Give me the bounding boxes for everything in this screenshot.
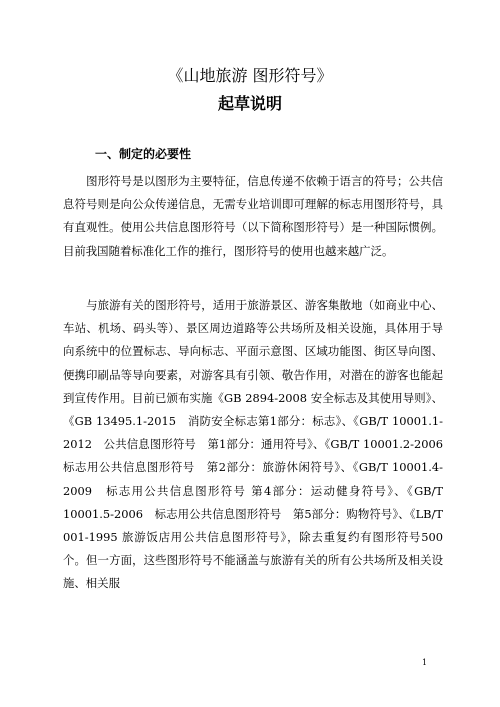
section-heading: 一、制定的必要性: [95, 147, 192, 161]
paragraph-2: [63, 294, 455, 596]
page-number: 1: [422, 658, 428, 667]
paragraph-1: [63, 170, 443, 263]
document-subtitle: 起草说明: [217, 94, 282, 113]
document-title: 《山地旅游 图形符号》: [167, 66, 333, 85]
paragraph-2-text: 与旅游有关的图形符号，适用于旅游景区、游客集散地（如商业中心、车站、机场、码头等）、景区周边道路等公共场所及相关设施，具体用于导向系统中的位置标志、导向标志、平面示意图、区域功能图、街区导向图、便携印刷品等导向要素，对游客具有引领、敬告作用，对潜在的游客也能起到宣传作用。目前已颁布实施《GB 2894-2008 安全标志及其使用导则》、《GB 13495.1-2015 消防安全标志第1部分：标志》、《GB/T 10001.1-2012 公共信息图形符号 第1部分：通用符号》、《GB/T 10001.2-2006 标志用公共信息图形符号 第2部分：旅游休闲符号》、《GB/T 10001.4-2009 标志用公共信息图形符号 第4部分：运动健身符号》、《GB/T 10001.5-2006 标志用公共信息图形符号 第5部分：购物符号》、《LB/T 001-1995 旅游饭店用公共信息图形符号》，除去重复约有图形符号500个。但一方面，这些图形符号不能涵盖与旅游有关的所有公共场所及相关设施、相关服: [63, 298, 455, 591]
paragraph-1-text: 图形符号是以图形为主要特征，信息传递不依赖于语言的符号；公共信息符号则是向公众传递信息，无需专业培训即可理解的标志用图形符号，具有直观性。使用公共信息图形符号（以下简称图形符号）是一种国际惯例。目前我国随着标准化工作的推行，图形符号的使用也越来越广泛。: [63, 174, 443, 258]
